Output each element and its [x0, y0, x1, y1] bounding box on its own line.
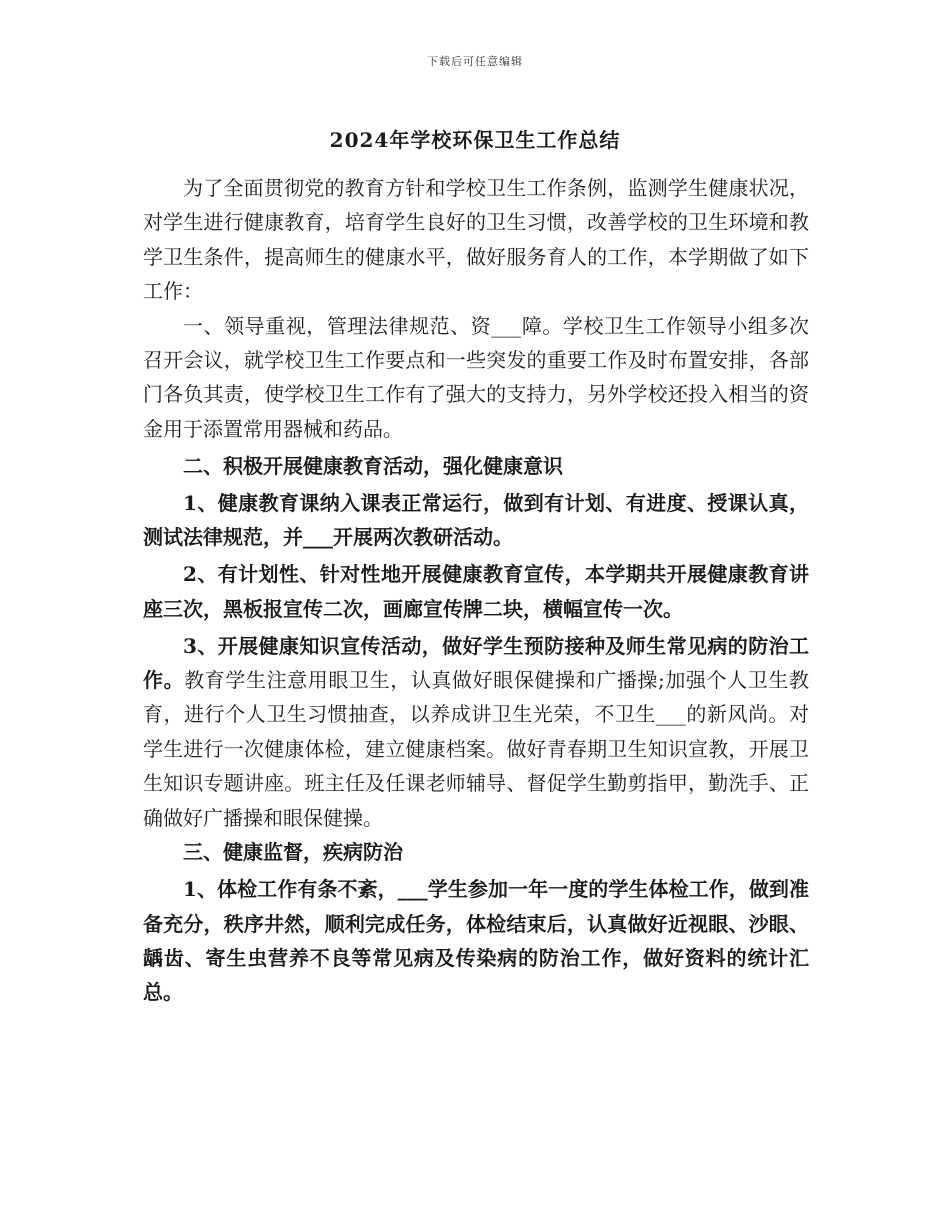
intro-paragraph: 为了全面贯彻党的教育方针和学校卫生工作条例，监测学生健康状况，对学生进行健康教育，培育学生良好的卫生习惯，改善学校的卫生环境和教学卫生条件，提高师生的健康水平，做好服务育人的工作，本学期做了如下工作： — [143, 176, 809, 304]
section-1-paragraph: 一、领导重视，管理法律规范、资___障。学校卫生工作领导小组多次召开会议，就学校卫生工作要点和一些突发的重要工作及时布置安排，各部门各负其责，使学校卫生工作有了强大的支持力，另外学校还投入相当的资金用于添置常用器械和药品。 — [143, 313, 809, 441]
section-3-item-1: 1、体检工作有条不紊，___学生参加一年一度的学生体检工作，做到准备充分，秩序井然，顺利完成任务，体检结束后，认真做好近视眼、沙眼、龋齿、寄生虫营养不良等常见病及传染病的防治工作，做好资料的统计汇总。 — [143, 877, 809, 1005]
document-title: 2024年学校环保卫生工作总结 — [329, 128, 621, 152]
section-2-item-1: 1、健康教育课纳入课表正常运行，做到有计划、有进度、授课认真，测试法律规范，并___开展两次教研活动。 — [143, 490, 809, 550]
section-2-item-2: 2、有计划性、针对性地开展健康教育宣传，本学期共开展健康教育讲座三次，黑板报宣传二次，画廊宣传牌二块，横幅宣传一次。 — [143, 562, 809, 621]
section-2-item-3-lead: 3、开展健康知识宣传活动，做好学生预防接种及师生常见病的防治工作。 — [143, 633, 809, 693]
section-3-heading: 三、健康监督，疾病防治 — [183, 840, 403, 865]
section-2-item-3 — [143, 629, 809, 835]
document-body — [143, 171, 809, 1010]
section-2-item-3-body: 教育学生注意用眼卫生，认真做好眼保健操和广播操;加强个人卫生教育，进行个人卫生习惯抽查，以养成讲卫生光荣，不卫生___的新风尚。对学生进行一次健康体检，建立健康档案。做好青春期卫生知识宣教，开展卫生知识专题讲座。班主任及任课老师辅导、督促学生勤剪指甲，勤洗手、正确做好广播操和眼保健操。 — [143, 668, 809, 830]
page-header-note: 下载后可任意编辑 — [427, 55, 523, 68]
section-2-heading: 二、积极开展健康教育活动，强化健康意识 — [183, 453, 563, 478]
